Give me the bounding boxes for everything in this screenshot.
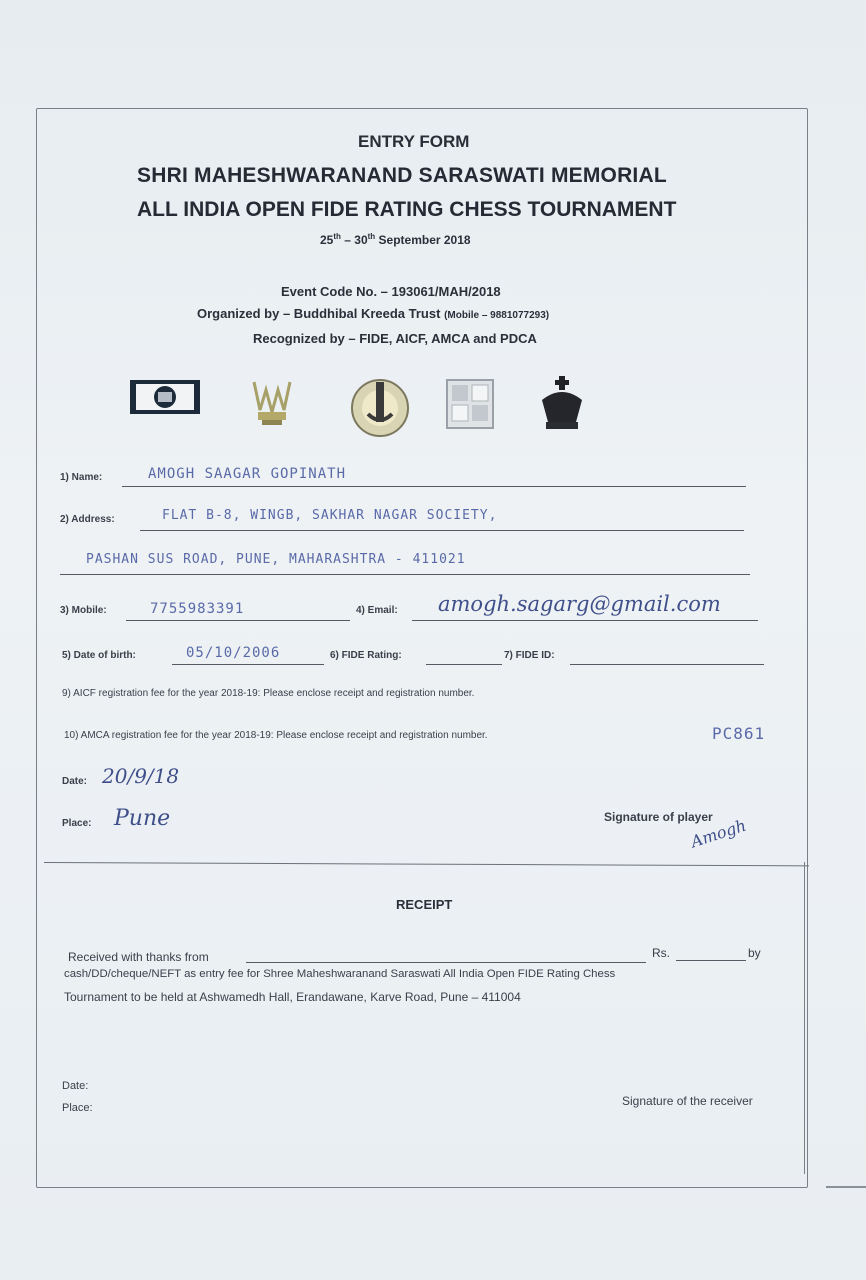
fide-rating-line[interactable]	[426, 664, 502, 665]
address-label: 2) Address:	[60, 514, 115, 525]
dob-label: 5) Date of birth:	[62, 650, 136, 661]
entry-form-border	[36, 108, 808, 1188]
mobile-label: 3) Mobile:	[60, 605, 107, 616]
name-line	[122, 486, 746, 487]
tournament-title-line1: SHRI MAHESHWARANAND SARASWATI MEMORIAL	[137, 164, 667, 187]
receipt-line-3: Tournament to be held at Ashwamedh Hall, Erandawane, Karve Road, Pune – 411004	[64, 990, 521, 1004]
place-field[interactable]: Pune	[114, 806, 171, 831]
tournament-title-line2: ALL INDIA OPEN FIDE RATING CHESS TOURNAMENT	[137, 198, 677, 221]
player-signature-label: Signature of player	[604, 810, 713, 824]
dob-line	[172, 664, 324, 665]
rs-label: Rs.	[652, 946, 670, 960]
mobile-line	[126, 620, 350, 621]
amca-registration-number[interactable]: PC861	[712, 724, 766, 743]
address-field-line2[interactable]: PASHAN SUS ROAD, PUNE, MAHARASHTRA - 411021	[86, 552, 466, 567]
name-label: 1) Name:	[60, 472, 103, 483]
receiver-signature-label: Signature of the receiver	[622, 1094, 753, 1108]
form-heading: ENTRY FORM	[358, 132, 470, 151]
organized-by: Organized by – Buddhibal Kreeda Trust (Mobile – 9881077293)	[197, 306, 550, 321]
receipt-border	[804, 862, 805, 1174]
fide-rating-label: 6) FIDE Rating:	[330, 650, 402, 661]
email-label: 4) Email:	[356, 605, 398, 616]
aicf-note: 9) AICF registration fee for the year 2018-19: Please enclose receipt and registration number.	[62, 688, 475, 699]
pdca-logo-icon	[445, 370, 495, 435]
amca-note: 10) AMCA registration fee for the year 2018-19: Please enclose receipt and registration number.	[64, 730, 488, 741]
chess-king-logo-icon	[536, 370, 588, 439]
fide-id-line[interactable]	[570, 664, 764, 665]
place-label: Place:	[62, 818, 92, 829]
receipt-place-label: Place:	[62, 1102, 93, 1114]
tournament-dates: 25th – 30th September 2018	[320, 232, 471, 247]
receipt-heading: RECEIPT	[396, 897, 453, 912]
fide-logo-icon	[128, 370, 202, 431]
receipt-date-label: Date:	[62, 1080, 89, 1092]
page-edge	[826, 1186, 866, 1188]
received-from-line[interactable]	[246, 962, 646, 963]
date-field[interactable]: 20/9/18	[102, 764, 180, 788]
player-signature[interactable]: Amogh	[688, 815, 749, 852]
fide-id-label: 7) FIDE ID:	[504, 650, 555, 661]
address-field-line1[interactable]: FLAT B-8, WINGB, SAKHAR NAGAR SOCIETY,	[162, 508, 498, 523]
address-line-2	[60, 574, 750, 575]
dob-field[interactable]: 05/10/2006	[186, 645, 281, 661]
mobile-field[interactable]: 7755983391	[150, 601, 245, 617]
aicf-crown-logo-icon	[246, 370, 298, 435]
amca-logo-icon	[348, 370, 412, 445]
date-label: Date:	[62, 776, 88, 787]
rs-line[interactable]	[676, 960, 746, 961]
receipt-line-2: cash/DD/cheque/NEFT as entry fee for Shree Maheshwaranand Saraswati All India Open FIDE Rating Chess	[64, 968, 616, 980]
event-code: Event Code No. – 193061/MAH/2018	[281, 284, 501, 299]
received-from-label: Received with thanks from	[68, 950, 209, 964]
by-label: by	[748, 946, 761, 960]
email-field[interactable]: amogh.sagarg@gmail.com	[438, 592, 721, 616]
address-line-1	[140, 530, 744, 531]
name-field[interactable]: AMOGH SAAGAR GOPINATH	[148, 466, 347, 482]
email-line	[412, 620, 758, 621]
recognized-by: Recognized by – FIDE, AICF, AMCA and PDCA	[253, 331, 537, 346]
